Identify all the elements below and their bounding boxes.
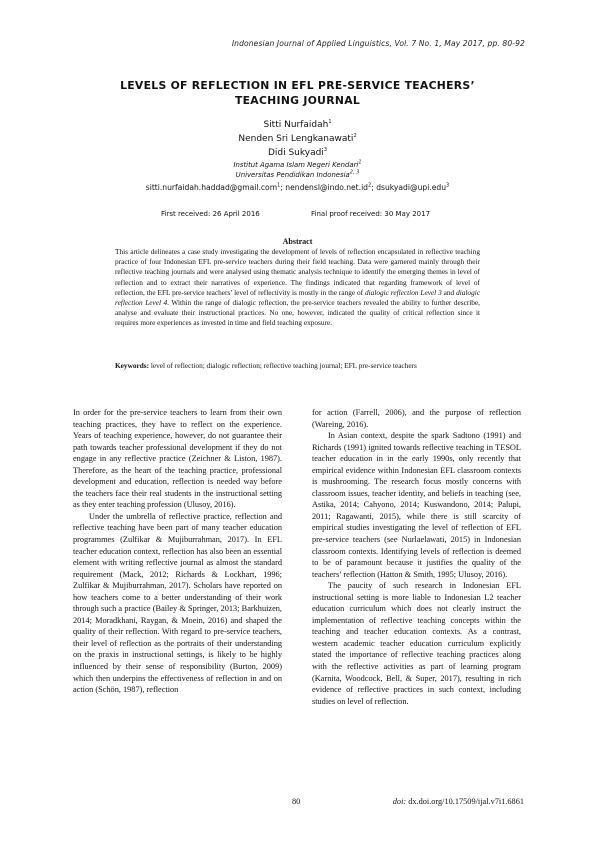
paragraph: In Asian context, despite the spark Sadtono (1991) and Richards (1991) ignited towards reflective teaching in TESOL teacher education in in the early 1990s, only recently that empirical evidence within Indonesian EFL classroom contexts is mushrooming. The research focus mostly concerns with classroom issues, teacher identity, and beliefs in teaching (see, Astika, 2014; Cahyono, 2014; Kuswandono, 2014; Palupi, 2011; Ragawanti, 2015), while there is still scarcity of empirical studies investigating the level of reflection of EFL pre-service teachers (see Nurlaelawati, 2015) in Indonesian classroom contexts. Identifying levels of reflection is deemed to be of paramount because it justifies the quality of the teachers’ reflection (Hatton & Smith, 1995; Ulusoy, 2016). xyxy=(312,431,521,579)
page-number: 80 xyxy=(292,797,301,806)
final-proof-date: Final proof received: 30 May 2017 xyxy=(311,210,431,218)
author-1: Sitti Nurfaidah$^1$ xyxy=(263,119,332,130)
paragraph: Under the umbrella of reflective practice, reflection and reflective teaching have been part of many teacher education programmes (Zulfikar & Mujiburrahman, 2017). In EFL teacher education context, reflection has also been an essential element with writing reflective journal as almost the standard requirement (Mack, 2012; Richards & Lockhart, 1996; Zulfikar & Mujiburrahman, 2017). Scholars have reported on how teachers come to a better understanding of their work through such a practice (Bailey & Springer, 2013; Barkhuizen, 2014; Moradkhani, Raygan, & Moein, 2016) and shaped the quality of their reflection. With regard to pre-service teachers, their level of reflection as the portraits of their understanding on the praxis in instructional settings, is likely to be highly influenced by their sense of responsibility (Burton, 2009) which then underpins the effectiveness of reflection in and on action (Schön, 1987), reflection xyxy=(73,511,282,695)
keywords-text: level of reflection; dialogic reflection; reflective teaching journal; EFL pre-service teachers xyxy=(150,361,417,370)
doi-reference[interactable] xyxy=(393,797,524,806)
title-line-1: LEVELS OF REFLECTION IN EFL PRE-SERVICE TEACHERS’ xyxy=(120,79,475,92)
body-column-right xyxy=(312,407,521,707)
abstract-heading: Abstract xyxy=(282,237,313,246)
email-link[interactable]: dsukyadi@upi.edu xyxy=(376,183,447,192)
paragraph: In order for the pre-service teachers to learn from their own teaching practices, they have to reflect on the experience. Years of teaching experience, however, do not guarantee their path towards teacher professional development if they do not engage in any reflective practice (Zeichner & Liston, 1987). Therefore, as the heart of the teaching practice, professional development and education, reflection is needed way before the teachers face their real students in the instructional setting as they enter teaching profession (Ulusoy, 2016). xyxy=(73,408,282,510)
affiliation-list xyxy=(0,160,595,180)
paragraph: The paucity of such research in Indonesian EFL instructional setting is more liable to Indonesian L2 teacher education curriculum which does not clearly instruct the implementation of reflective teaching concepts within the teaching and teacher education contexts. As a contrast, western academic teacher education curriculum explicitly stated the importance of reflective teaching practices along with the reflective activities as part of learning program (Karnita, Woodcock, Bell, & Super, 2017), resulting in rich evidence of reflective practices in such context, including studies on level of reflection. xyxy=(312,581,521,706)
doi-value: dx.doi.org/10.17509/ijal.v7i1.6861 xyxy=(406,797,524,806)
first-received-date: First received: 26 April 2016 xyxy=(161,210,260,218)
author-list xyxy=(0,118,595,160)
affiliation-1: Institut Agama Islam Negeri Kendari$^1$ xyxy=(233,159,362,169)
email-link[interactable]: nendensl@indo.net.id xyxy=(285,183,369,192)
author-emails: sitti.nurfaidah.haddad@gmail.com$^1$; $nendensl@indo.net.id^2$; dsukyadi@upi.edu$^3$ xyxy=(145,182,450,192)
article-title xyxy=(60,78,535,108)
author-3: Didi Sukyadi$^3$ xyxy=(267,147,328,158)
journal-header: Indonesian Journal of Applied Linguistics, Vol. 7 No. 1, May 2017, pp. 80-92 xyxy=(231,39,525,48)
doi-label: doi: xyxy=(392,797,407,806)
email-link[interactable]: sitti.nurfaidah.haddad@gmail.com xyxy=(145,183,278,192)
author-2: Nenden Sri Lengkanawati$^2$ xyxy=(238,133,357,144)
abstract-text: This article delineates a case study investigating the development of levels of reflection encapsulated in reflective teaching practice of four Indonesian EFL pre-service teachers during their field teaching. Data were garnered mainly through their reflective teaching journals and were analysed using thematic analysis technique to identify the emerging themes in level of reflection and to extract their narratives of experience. The findings indicated that regarding framework of level of reflection, the EFL pre-service teachers’ level of reflectivity is mostly in the range of dialogic reflection Level 3 and dialogic reflection Level 4. Within the range of dialogic reflection, the pre-service teachers revealed the ability to further describe, analyse and evaluate their instructional practices. No one, however, indicated the quality of critical reflection since it requires more experiences as invested in time and field teaching exposure. xyxy=(115,247,480,328)
keywords-label: Keywords: xyxy=(115,361,150,370)
title-line-2: TEACHING JOURNAL xyxy=(234,94,361,107)
keywords xyxy=(115,361,480,371)
body-column-left xyxy=(73,407,282,696)
paragraph: for action (Farrell, 2006), and the purpose of reflection (Wareing, 2016). xyxy=(312,408,521,429)
affiliation-2: Universitas Pendidikan Indonesia$^{2, 3}$ xyxy=(235,169,360,179)
